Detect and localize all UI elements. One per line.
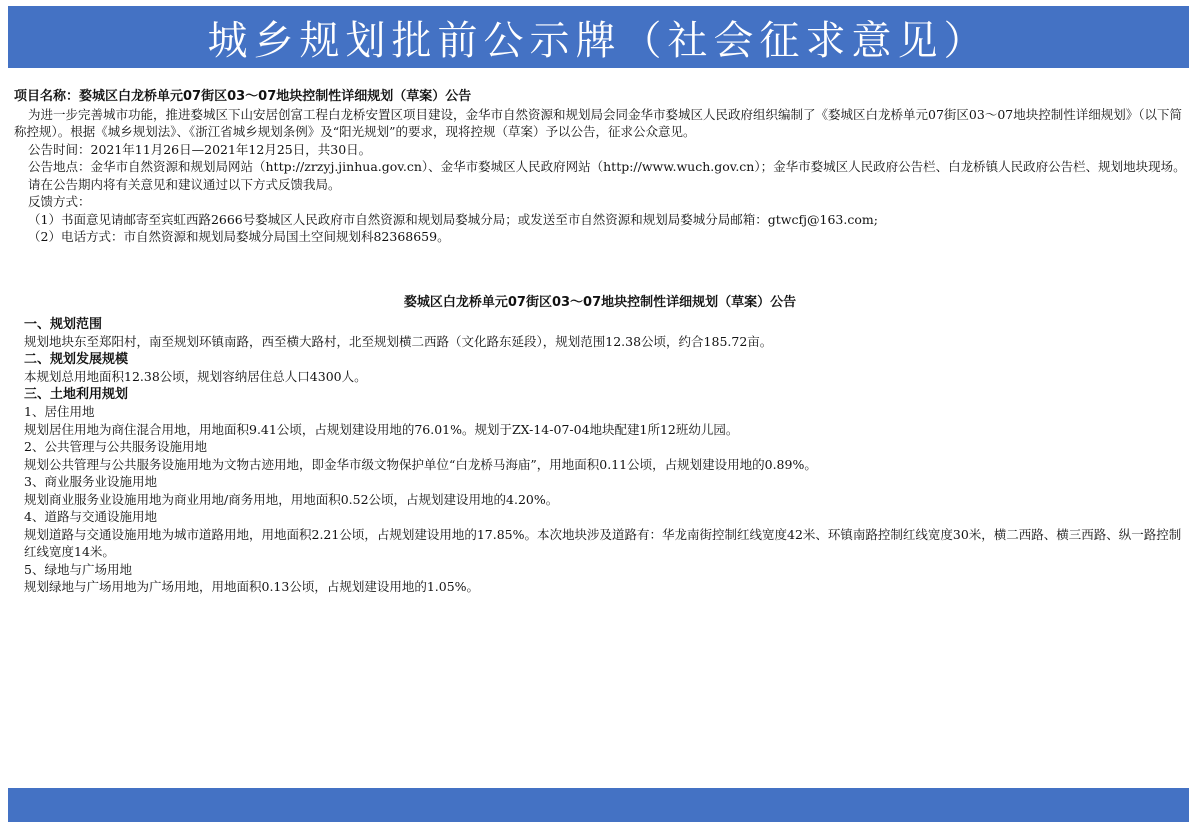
- subsection-heading-roads: 4、道路与交通设施用地: [24, 509, 157, 524]
- subsection-heading-green-space: 5、绿地与广场用地: [24, 561, 132, 577]
- plan-title: 婺城区白龙桥单元07街区03～07地块控制性详细规划（草案）公告: [403, 295, 797, 310]
- plan-section: [14, 294, 1186, 596]
- subsection-body-commercial: 规划商业服务业设施用地为商业用地/商务用地，用地面积0.52公顷，占规划建设用地的4.20%。: [24, 491, 559, 507]
- subsection-body-roads: 规划道路与交通设施用地为城市道路用地，用地面积2.21公顷，占规划建设用地的17.85%。本次地块涉及道路有：华龙南街控制红线宽度42米、环镇南路控制红线宽度30米，横二西路、横三西路、纵一路控制红线宽度14米。: [24, 526, 1182, 559]
- notice-time: 公告时间：2021年11月26日—2021年12月25日，共30日。: [28, 141, 372, 157]
- subsection-body-public-service: 规划公共管理与公共服务设施用地为文物古迹用地，即金华市级文物保护单位“白龙桥马海庙”，用地面积0.11公顷，占规划建设用地的0.89%。: [24, 456, 817, 472]
- footer-bar: [8, 788, 1189, 822]
- notice-request: 请在公告期内将有关意见和建议通过以下方式反馈我局。: [28, 176, 341, 192]
- feedback-mail: （1）书面意见请邮寄至宾虹西路2666号婺城区人民政府市自然资源和规划局婺城分局；或发送至市自然资源和规划局婺城分局邮箱：gtwcfj@163.com;: [28, 211, 878, 227]
- notice-location: 公告地点：金华市自然资源和规划局网站（http://zrzyj.jinhua.gov.cn）、金华市婺城区人民政府网站（http://www.wuch.gov.cn）；金华市婺城区人民政府公告栏、白龙桥镇人民政府公告栏、规划地块现场。: [28, 159, 1186, 174]
- section-body-scope: 规划地块东至郑阳村，南至规划环镇南路，西至横大路村，北至规划横二西路（文化路东延段），规划范围12.38公顷，约合185.72亩。: [24, 334, 773, 349]
- section-heading-scope: 一、规划范围: [24, 316, 103, 332]
- notice-intro: 为进一步完善城市功能，推进婺城区下山安居创富工程白龙桥安置区项目建设，金华市自然资源和规划局会同金华市婺城区人民政府组织编制了《婺城区白龙桥单元07街区03～07地块控制性详细规划》（以下简称控规）。根据《城乡规划法》、《浙江省城乡规划条例》及“阳光规划”的要求，现将控规（草案）予以公告，征求公众意见。: [14, 106, 1182, 139]
- section-heading-land-use: 三、土地利用规划: [24, 386, 129, 402]
- feedback-phone: （2）电话方式：市自然资源和规划局婺城分局国土空间规划科82368659。: [28, 229, 450, 244]
- section-heading-scale: 二、规划发展规模: [24, 351, 129, 367]
- project-name: 项目名称：婺城区白龙桥单元07街区03～07地块控制性详细规划（草案）公告: [14, 89, 472, 104]
- title-banner: [8, 6, 1189, 68]
- subsection-body-residential: 规划居住用地为商住混合用地，用地面积9.41公顷，占规划建设用地的76.01%。规划于ZX-14-07-04地块配建1所12班幼儿园。: [24, 421, 739, 437]
- feedback-label: 反馈方式：: [28, 194, 91, 209]
- subsection-heading-commercial: 3、商业服务业设施用地: [24, 474, 157, 489]
- subsection-body-green-space: 规划绿地与广场用地为广场用地，用地面积0.13公顷，占规划建设用地的1.05%。: [24, 579, 480, 594]
- subsection-heading-residential: 1、居住用地: [24, 404, 95, 419]
- notice-section: [14, 88, 1186, 246]
- section-body-scale: 本规划总用地面积12.38公顷，规划容纳居住总人口4300人。: [24, 369, 367, 384]
- subsection-heading-public-service: 2、公共管理与公共服务设施用地: [24, 439, 207, 454]
- page-title: 城乡规划批前公示牌（社会征求意见）: [207, 17, 990, 64]
